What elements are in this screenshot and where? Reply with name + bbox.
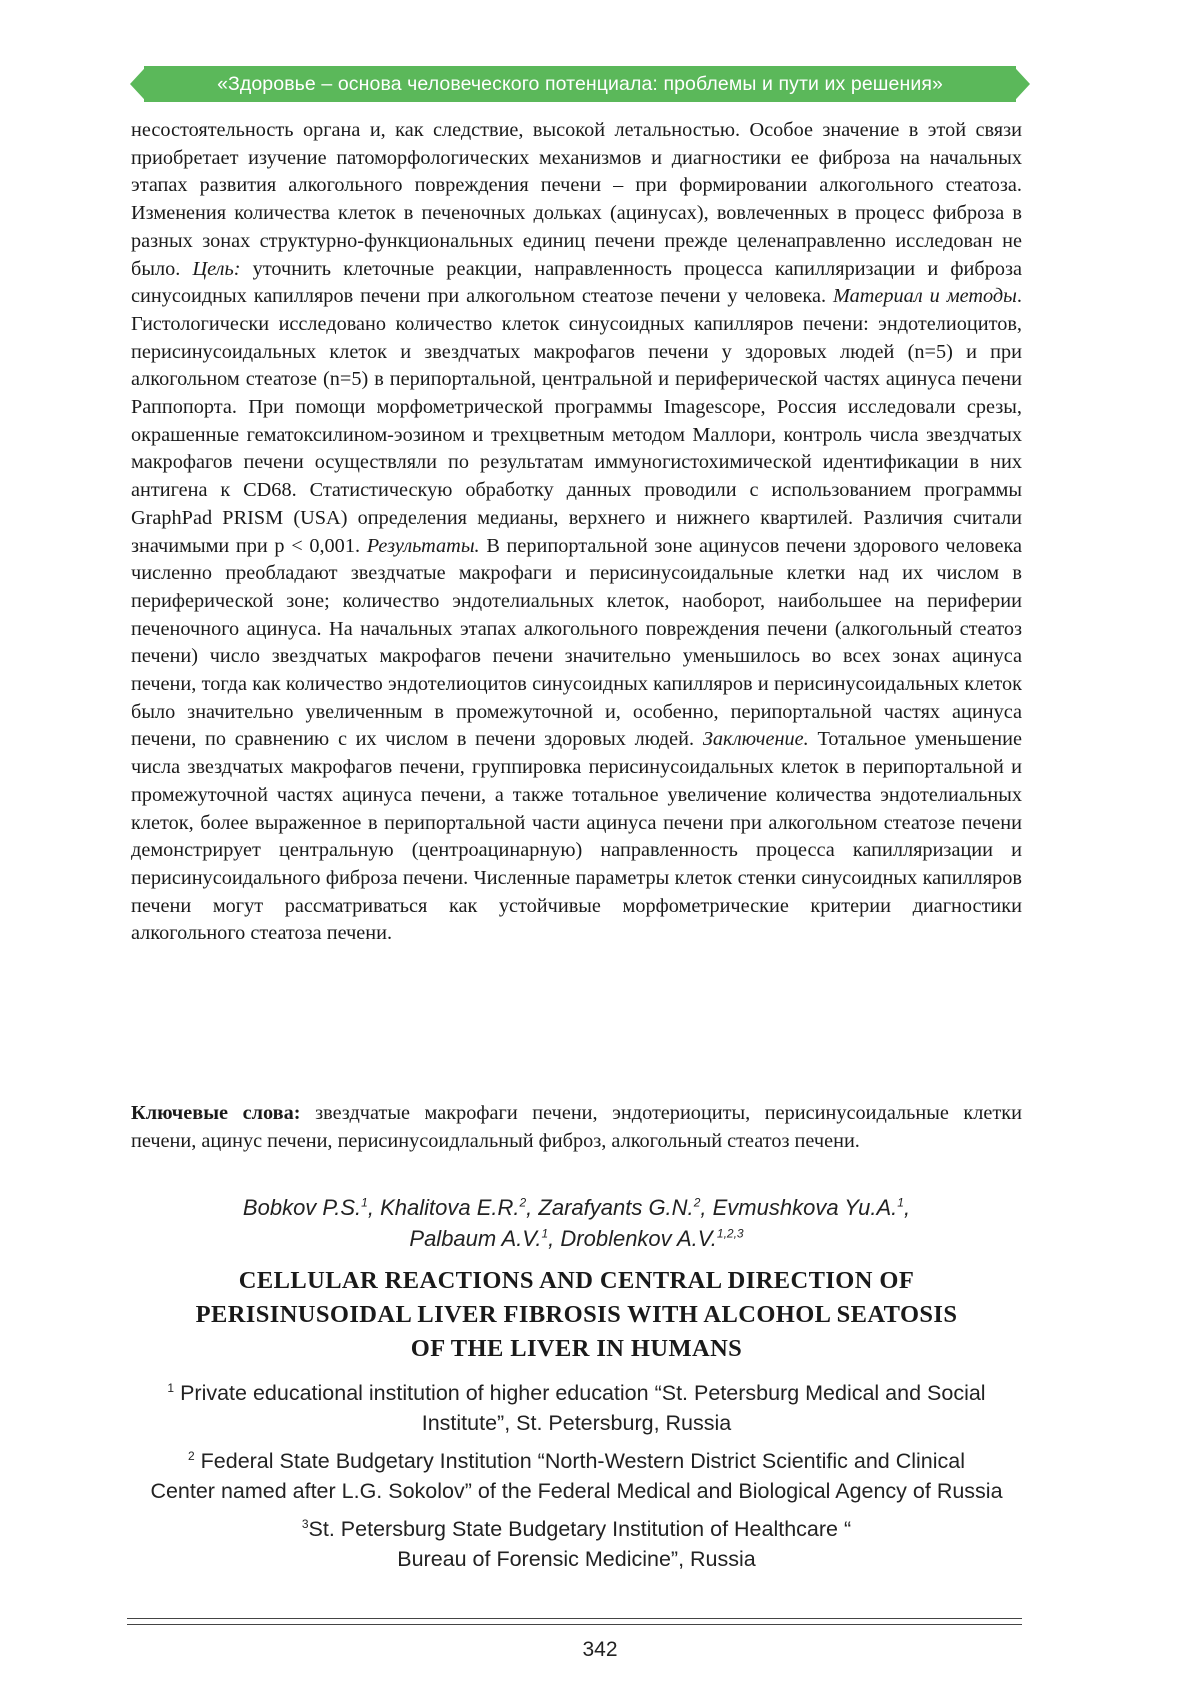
keywords-label: Ключевые слова:	[131, 1102, 301, 1124]
author-affiliation-mark: 2	[693, 1195, 701, 1210]
affiliation-text: Federal State Budgetary Institution “North-Western District Scientific and Clinical	[200, 1449, 966, 1473]
affiliation-2	[131, 1446, 1022, 1506]
affiliation-3	[131, 1514, 1022, 1574]
author-line-2: Palbaum A.V.$^1$, Droblenkov A.V.$^{1,2,3}$	[409, 1226, 744, 1251]
page-number: 342	[582, 1638, 618, 1661]
methods-text: . Гистологически исследовано количество клеток синусоидных капилляров печени: эндотелиоцитов, перисинусоидальных клеток и звездчатых макрофагов печени у здоровых людей (n=5) и при алкогольном стеатозе (n=5) в перипортальной, центральной и периферической частях ацинуса печени Раппопорта. При помощи морфометрической программы Imagescope, Россия исследовали срезы, окрашенные гематоксилином-эозином и трехцветным методом Маллори, контроль числа звездчатых макрофагов печени осуществляли по результатам иммуногистохимической идентификации в них антигена к CD68. Статистическую обработку данных проводили с использованием программы GraphPad PRISM (USA) определения медианы, верхнего и нижнего квартилей. Различия считали значимыми при р < 0,001.	[131, 285, 1022, 557]
results-label: Результаты.	[366, 534, 480, 557]
affiliation-mark: 1	[167, 1380, 175, 1395]
header-title: «Здоровье – основа человеческого потенциала: проблемы и пути их решения»	[217, 72, 943, 95]
author-affiliation-mark: 1	[541, 1226, 549, 1241]
conclusion-label: Заключение.	[702, 728, 809, 751]
author-name: Bobkov P.S.	[242, 1195, 362, 1220]
abstract-intro: несостоятельность органа и, как следствие, высокой летальностью. Особое значение в этой связи приобретает изучение патоморфологических механизмов и диагностики ее фиброза на начальных этапах развития алкогольного повреждения печени – при формировании алкогольного стеатоза. Изменения количества клеток в печеночных дольках (ацинусах), вовлеченных в процесс фиброза в разных зонах структурно-функциональных единиц печени прежде целенаправленно исследован не было.	[131, 119, 1022, 280]
footer-divider	[127, 1618, 1022, 1619]
title-line: OF THE LIVER IN HUMANS	[410, 1335, 743, 1362]
author-affiliation-mark: 1	[897, 1195, 904, 1210]
author-name: Evmushkova Yu.A.	[712, 1195, 898, 1220]
affiliation-text: Private educational institution of higher education “St. Petersburg Medical and Social	[180, 1381, 986, 1405]
methods-label: Материал и методы	[833, 285, 1017, 308]
author-list	[131, 1192, 1022, 1254]
author-line-1: Bobkov P.S.$^1$, Khalitova E.R.$^2$, Zarafyants G.N.$^2$, Evmushkova Yu.A.$^1$,	[242, 1195, 911, 1220]
affiliation-line: Institute”, St. Petersburg, Russia	[421, 1411, 732, 1435]
affiliation-line	[131, 1446, 1022, 1476]
affiliation-mark: 2	[187, 1448, 195, 1463]
conclusion-text: Тотальное уменьшение числа звездчатых макрофагов печени, группировка перисинусоидальных клеток в перипортальной и промежуточной частях ацинуса печени, а также тотальное увеличение количества эндотелиальных клеток, более выраженное в перипортальной части ацинуса печени при алкогольном стеатозе печени демонстрирует центральную (центроацинарную) направленность процесса капилляризации и перисинусоидального фиброза печени. Численные параметры клеток стенки синусоидных капилляров печени могут рассматриваться как устойчивые морфометрические критерии диагностики алкогольного стеатоза печени.	[131, 728, 1022, 945]
author-name: Droblenkov A.V.	[560, 1226, 717, 1251]
author-name: Khalitova E.R.	[380, 1195, 520, 1220]
abstract-body	[131, 117, 1022, 948]
affiliation-text: St. Petersburg State Budgetary Institution of Healthcare “	[308, 1517, 852, 1541]
title-line: PERISINUSOIDAL LIVER FIBROSIS WITH ALCOHOL SEATOSIS	[195, 1301, 958, 1328]
aim-text: уточнить клеточные реакции, направленность процесса капилляризации и фиброза синусоидных капилляров печени при алкогольном стеатозе печени у человека.	[131, 257, 1022, 308]
affiliation-line: Center named after L.G. Sokolov” of the Federal Medical and Biological Agency of Russia	[150, 1479, 1003, 1503]
affiliation-line	[131, 1514, 1022, 1544]
keywords-text: звездчатые макрофаги печени, эндотериоциты, перисинусоидальные клетки печени, ацинус печени, перисинусоидлальный фиброз, алкогольный стеатоз печени.	[131, 1102, 1022, 1152]
author-affiliation-mark: 1,2,3	[716, 1226, 744, 1241]
abstract-paragraph	[131, 117, 1022, 948]
keywords-block	[131, 1100, 1022, 1155]
author-affiliation-mark: 2	[519, 1195, 527, 1210]
footer-divider	[127, 1624, 1022, 1625]
author-name: Palbaum A.V.	[409, 1226, 542, 1251]
english-title	[131, 1264, 1022, 1366]
affiliation-mark: 3	[301, 1516, 309, 1531]
results-text: В перипортальной зоне ацинусов печени здорового человека численно преобладают звездчатые макрофаги и перисинусоидальные клетки над их числом в периферической зоне; количество эндотелиальных клеток, наоборот, наибольшее на периферии печеночного ацинуса. На начальных этапах алкогольного повреждения печени (алкогольный стеатоз печени) число звездчатых макрофагов печени значительно уменьшилось во всех зонах ацинуса печени, тогда как количество эндотелиоцитов синусоидных капилляров и перисинусоидальных клеток было значительно увеличенным в промежуточной и, особенно, перипортальной частях ацинуса печени, по сравнению с их числом в печени здоровых людей.	[131, 534, 1023, 751]
aim-label: Цель:	[192, 257, 241, 280]
author-affiliation-mark: 1	[361, 1195, 368, 1210]
affiliation-line	[131, 1378, 1022, 1408]
author-name: Zarafyants G.N.	[538, 1195, 694, 1220]
affiliation-1	[131, 1378, 1022, 1438]
title-line: CELLULAR REACTIONS AND CENTRAL DIRECTION OF	[238, 1267, 915, 1294]
running-header	[130, 66, 1030, 102]
affiliation-line: Bureau of Forensic Medicine”, Russia	[397, 1547, 756, 1571]
